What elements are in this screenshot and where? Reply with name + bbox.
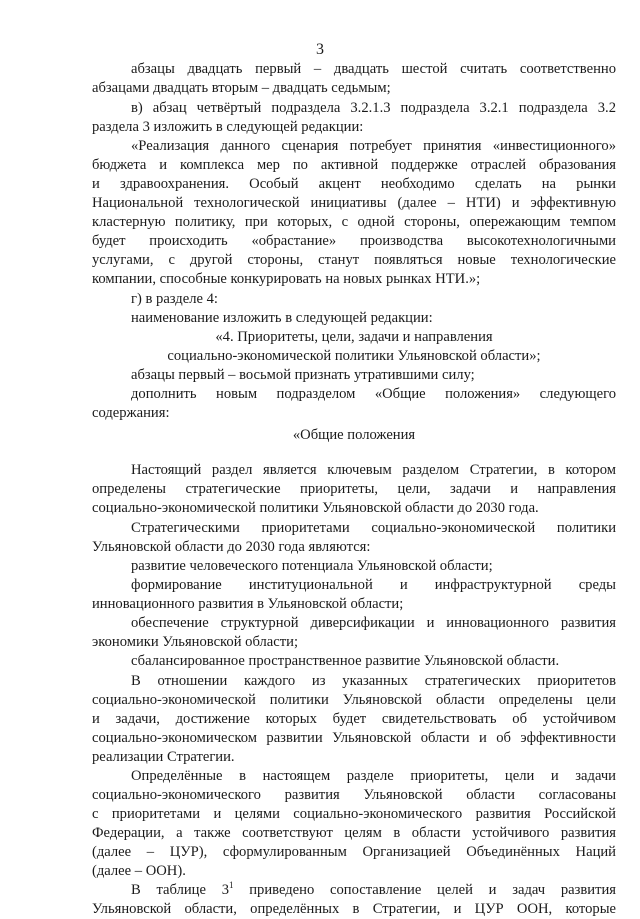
text-line: Стратегическими приоритетами социально-экономической политики	[131, 520, 616, 536]
text-line: содержания:	[92, 405, 170, 421]
text-line: социально-экономической политики Ульяновской области до 2030 года.	[92, 500, 539, 516]
footnote-marker: 1	[229, 880, 234, 891]
text-line: абзацами двадцать вторым – двадцать седьмым;	[92, 80, 391, 96]
text-line: социально-экономического развития Ульяновской области согласованы	[92, 787, 616, 803]
text-line: В отношении каждого из указанных стратегических приоритетов	[131, 673, 616, 689]
text-line: бюджета и комплекса мер по активной поддержке отраслей образования	[92, 157, 616, 173]
text-line: Национальной технологической инициативы (далее – НТИ) и эффективную	[92, 195, 616, 211]
text-line: и задачи, достижение которых будет свидетельствовать об устойчивом	[92, 711, 616, 727]
text-fragment: приведено сопоставление целей и задач развития	[249, 882, 616, 898]
table-reference: В таблице 3	[131, 882, 229, 898]
text-line: «Реализация данного сценария потребует принятия «инвестиционного»	[131, 138, 616, 154]
text-line: раздела 3 изложить в следующей редакции:	[92, 119, 364, 135]
text-line: Федерации, а также соответствуют целям в области устойчивого развития	[92, 825, 616, 841]
text-line: Определённые в настоящем разделе приоритеты, цели и задачи	[131, 768, 616, 784]
text-line: (далее – ЦУР), сформулированным Организацией Объединённых Наций	[92, 844, 616, 860]
text-line: (далее – ООН).	[92, 863, 186, 879]
text-line: определены стратегические приоритеты, цели, задачи и направления	[92, 481, 616, 497]
page-number: 3	[316, 41, 324, 58]
text-line: социально-экономическом развитии Ульяновской области и об эффективности	[92, 730, 616, 746]
text-line: Ульяновской области, определённых в Стратегии, и ЦУР ООН, которые	[92, 901, 616, 917]
list-item: формирование институциональной и инфраструктурной среды	[131, 577, 616, 593]
list-item: развитие человеческого потенциала Ульяновской области;	[131, 558, 493, 574]
text-line: услугами, с другой стороны, станут появляться новые технологические	[92, 252, 616, 268]
text-line: экономики Ульяновской области;	[92, 634, 298, 650]
text-line	[131, 881, 616, 900]
section-heading-line: «4. Приоритеты, цели, задачи и направления	[215, 329, 493, 345]
text-line: инновационного развития в Ульяновской области;	[92, 596, 404, 612]
list-item: обеспечение структурной диверсификации и инновационного развития	[131, 615, 616, 631]
text-line: будет происходить «обрастание» производства высокотехнологичными	[92, 233, 616, 249]
section-heading-line: социально-экономической политики Ульяновской области»;	[167, 348, 541, 364]
text-line: абзацы двадцать первый – двадцать шестой считать соответственно	[131, 61, 616, 77]
text-line: и здравоохранения. Особый акцент необходимо сделать на рынки	[92, 176, 616, 192]
subsection-heading: «Общие положения	[292, 427, 416, 443]
text-line: кластерную политику, при которых, с одной стороны, опережающим темпом	[92, 214, 616, 230]
text-line: абзацы первый – восьмой признать утратившими силу;	[131, 367, 475, 383]
text-line: компании, способные конкурировать на новых рынках НТИ.»;	[92, 271, 481, 287]
text-line: с приоритетами и целями социально-экономического развития Российской	[92, 806, 616, 822]
text-line: социально-экономической политики Ульяновской области определены цели	[92, 692, 616, 708]
text-line: дополнить новым подразделом «Общие положения» следующего	[131, 386, 616, 402]
text-line: г) в разделе 4:	[131, 291, 218, 307]
list-item: сбалансированное пространственное развитие Ульяновской области.	[131, 653, 560, 669]
text-line: реализации Стратегии.	[92, 749, 235, 765]
text-line: в) абзац четвёртый подраздела 3.2.1.3 подраздела 3.2.1 подраздела 3.2	[131, 100, 616, 116]
text-line: наименование изложить в следующей редакции:	[131, 310, 433, 326]
text-line: Настоящий раздел является ключевым разделом Стратегии, в котором	[131, 462, 616, 478]
text-line: Ульяновской области до 2030 года являются:	[92, 539, 371, 555]
